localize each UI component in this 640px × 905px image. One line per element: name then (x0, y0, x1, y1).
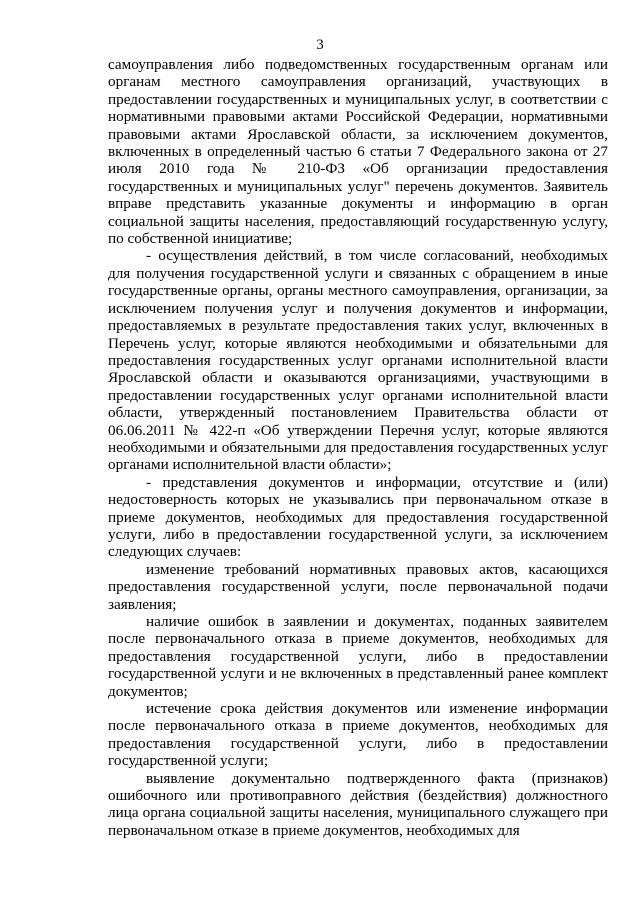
paragraph-exception-misconduct: выявление документально подтвержденного факта (признаков) ошибочного или противоправного действия (бездействия) должностного лица органа социальной защиты населения, муниципального служащего при первоначальном отказе в приеме документов, необходимых для (108, 769, 608, 839)
paragraph-exception-errors: наличие ошибок в заявлении и документах, поданных заявителем после первоначального отказа в приеме документов, необходимых для предоставления государственной услуги, либо в предоставлении государственной услуги и не включенных в представленный ранее комплект документов; (108, 613, 608, 700)
paragraph-documents-clause: - представления документов и информации, отсутствие и (или) недостоверность которых не указывались при первоначальном отказе в приеме документов, необходимых для предоставления государственной услуги, либо в предоставлении государственной услуги, за исключением следующих случаев: (108, 473, 608, 561)
paragraph-exception-requirements: изменение требований нормативных правовых актов, касающихся предоставления государственной услуги, после первоначальной подачи заявления; (108, 560, 608, 613)
paragraph-exception-expiry: истечение срока действия документов или изменение информации после первоначального отказа в приеме документов, необходимых для предоставления государственной услуги, либо в предоставлении государственной услуги; (108, 700, 608, 770)
paragraph-actions-clause: - осуществления действий, в том числе согласований, необходимых для получения государственной услуги и связанных с обращением в иные государственные органы, органы местного самоуправления, организации, за исключением получения услуг и получения документов и информации, предоставляемых в результате предоставления таких услуг, включенных в Перечень услуг, которые являются необходимыми и обязательными для предоставления государственных услуг органами исполнительной власти Ярославской области и оказываются организациями, участвующими в предоставлении государственных услуг органами исполнительной власти области, утвержденный постановлением Правительства области от 06.06.2011 № 422-п «Об утверждении Перечня услуг, которые являются необходимыми и обязательными для предоставления государственных услуг органами исполнительной власти области»; (108, 247, 608, 474)
document-body (108, 56, 608, 839)
page-number: 3 (316, 37, 324, 53)
paragraph-continuation: самоуправления либо подведомственных государственным органам или органам местного самоуправления организаций, участвующих в предоставлении государственных и муниципальных услуг, в соответствии с нормативными правовыми актами Российской Федерации, нормативными правовыми актами Ярославской области, за исключением документов, включенных в определенный частью 6 статьи 7 Федерального закона от 27 июля 2010 года № 210-ФЗ «Об организации предоставления государственных и муниципальных услуг" перечень документов. Заявитель вправе представить указанные документы и информацию в орган социальной защиты населения, предоставляющий государственную услугу, по собственной инициативе; (108, 56, 608, 248)
